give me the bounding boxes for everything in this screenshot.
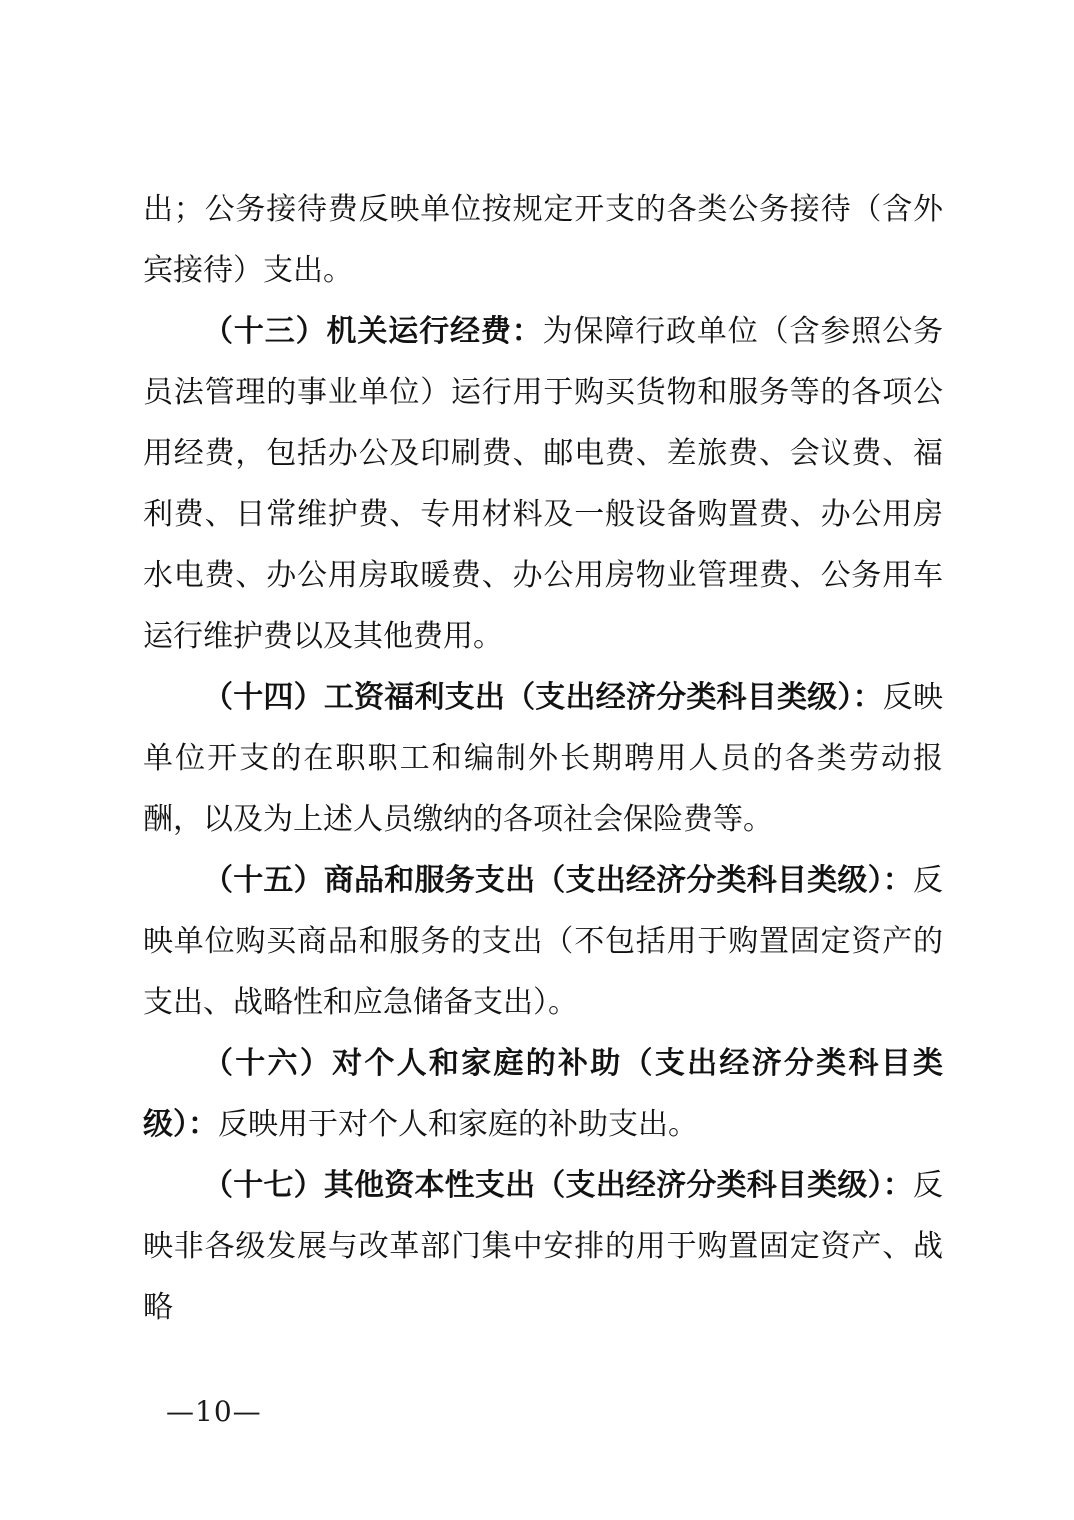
- paragraph-item-15: [143, 850, 943, 1033]
- paragraph-item-14: [143, 667, 943, 850]
- paragraph-lead: （十四）工资福利支出（支出经济分类科目类级）：: [203, 680, 883, 715]
- paragraph-continuation: [143, 179, 943, 301]
- paragraph-body: 反映单位购买商品和服务的支出（不包括用于购置固定资产的支出、战略性和应急储备支出）。: [143, 863, 943, 1020]
- paragraph-body: 出；公务接待费反映单位按规定开支的各类公务接待（含外宾接待）支出。: [143, 192, 943, 288]
- page-number: —10—: [166, 1395, 262, 1428]
- paragraph-item-16: [143, 1033, 943, 1155]
- paragraph-item-13: [143, 301, 943, 667]
- paragraph-body: 反映非各级发展与改革部门集中安排的用于购置固定资产、战略: [143, 1168, 943, 1325]
- document-body: [143, 179, 943, 1338]
- paragraph-lead: （十七）其他资本性支出（支出经济分类科目类级）：: [203, 1168, 913, 1203]
- paragraph-item-17: [143, 1155, 943, 1338]
- paragraph-body: 反映单位开支的在职职工和编制外长期聘用人员的各类劳动报酬，以及为上述人员缴纳的各项社会保险费等。: [143, 680, 944, 837]
- paragraph-body: 反映用于对个人和家庭的补助支出。: [218, 1107, 698, 1142]
- paragraph-lead: （十五）商品和服务支出（支出经济分类科目类级）：: [203, 863, 913, 898]
- paragraph-lead: （十六）对个人和家庭的补助（支出经济分类科目类级）：: [143, 1046, 943, 1142]
- paragraph-lead: （十三）机关运行经费：: [203, 314, 543, 349]
- paragraph-body: 为保障行政单位（含参照公务员法管理的事业单位）运行用于购买货物和服务等的各项公用经费，包括办公及印刷费、邮电费、差旅费、会议费、福利费、日常维护费、专用材料及一般设备购置费、办公用房水电费、办公用房取暖费、办公用房物业管理费、公务用车运行维护费以及其他费用。: [143, 314, 944, 654]
